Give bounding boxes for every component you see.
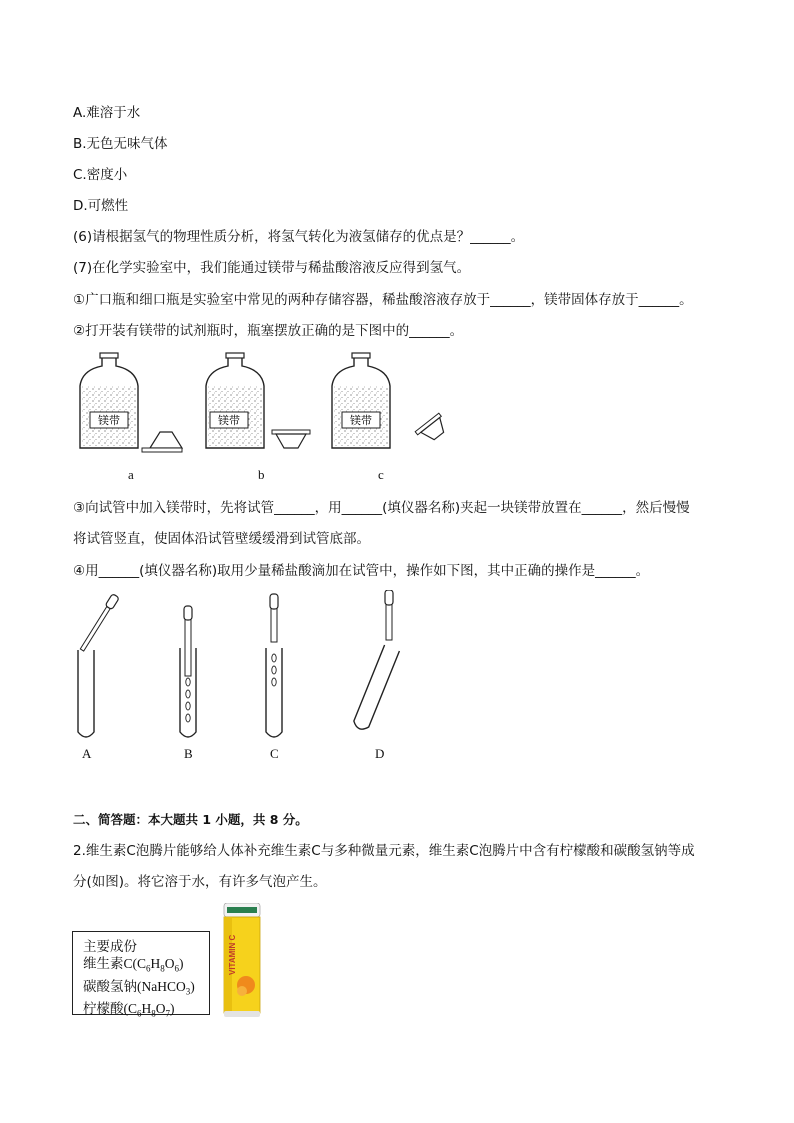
ingredients-title: 主要成份 [83, 939, 137, 954]
stopper-c [415, 413, 450, 446]
bottle-a [80, 353, 138, 448]
question-6: (6)请根据氢气的物理性质分析，将氢气转化为液氢储存的优点是？______。 [73, 229, 525, 245]
question-7: (7)在化学实验室中，我们能通过镁带与稀盐酸溶液反应得到氢气。 [73, 260, 471, 276]
caption-a: a [128, 467, 134, 482]
svg-text:镁带: 镁带 [218, 414, 240, 427]
ingredient-citric-acid: 柠檬酸$(C_6H_8O_7)$ [83, 1001, 175, 1020]
caption-tube-d: D [375, 746, 385, 761]
option-d: D.可燃性 [73, 198, 129, 214]
caption-tube-a: A [82, 746, 92, 761]
tube-a [78, 594, 119, 737]
tube-c [266, 594, 282, 737]
caption-tube-b: B [184, 746, 193, 761]
option-a: A.难溶于水 [73, 105, 141, 121]
tube-b [180, 606, 196, 737]
question-7-part-4: ④用______(填仪器名称)取用少量稀盐酸滴加在试管中，操作如下图，其中正确的操作是______。 [73, 563, 650, 579]
bottle-stopper-figure [70, 352, 450, 487]
bottle-c [332, 353, 390, 448]
question-7-part-1: ①广口瓶和细口瓶是实验室中常见的两种存储容器，稀盐酸溶液存放于______，镁带固体存放于______。 [73, 292, 693, 308]
question-2-line-1: 2.维生素C泡腾片能够给人体补充维生素C与多种微量元素，维生素C泡腾片中含有柠檬酸和碳酸氢钠等成 [73, 843, 695, 859]
tube-d [352, 590, 399, 732]
question-2-line-2: 分(如图)。将它溶于水，有许多气泡产生。 [73, 874, 327, 890]
caption-b: b [258, 467, 265, 482]
question-7-part-3-line-1: ③向试管中加入镁带时，先将试管______，用______(填仪器名称)夹起一块镁带放置在______，然后慢慢 [73, 500, 690, 516]
dropper-tube-figure [70, 590, 410, 768]
stopper-b [272, 430, 310, 434]
question-7-part-3-line-2: 将试管竖直，使固体沿试管壁缓缓滑到试管底部。 [73, 531, 370, 547]
vitamin-c-tube-image [222, 903, 262, 1017]
svg-text:镁带: 镁带 [350, 414, 372, 427]
ingredient-vitamin-c: 维生素$C(C_6H_8O_6)$ [83, 956, 184, 974]
section-heading: 二、简答题：本大题共 1 小题，共 8 分。 [73, 812, 308, 827]
question-7-part-2: ②打开装有镁带的试剂瓶时，瓶塞摆放正确的是下图中的______。 [73, 323, 464, 339]
bottle-a-label: 镁带 [98, 414, 120, 427]
caption-c: c [378, 467, 384, 482]
caption-tube-c: C [270, 746, 279, 761]
product-brand-label: VITAMIN C [228, 934, 237, 975]
option-b: B.无色无味气体 [73, 136, 168, 152]
ingredients-box [72, 931, 210, 1020]
stopper-a [150, 432, 182, 448]
bottle-b [206, 353, 264, 448]
ingredient-sodium-bicarbonate: 碳酸氢钠(NaHCO$_3$) [83, 978, 195, 997]
dropper-diagram [70, 590, 410, 768]
option-c: C.密度小 [73, 167, 128, 183]
